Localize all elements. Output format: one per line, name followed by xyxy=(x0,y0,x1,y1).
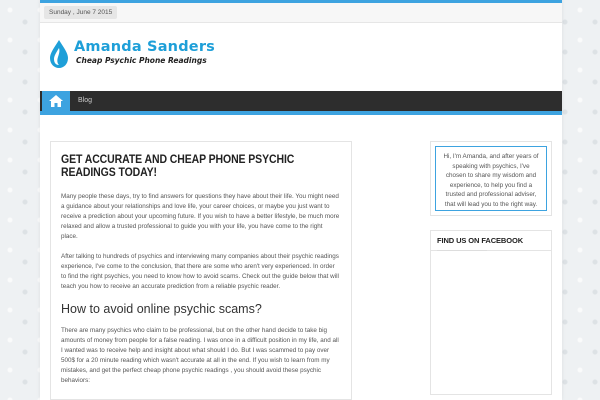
facebook-widget-title: FIND US ON FACEBOOK xyxy=(431,231,551,251)
post-title: GET ACCURATE AND CHEAP PHONE PSYCHIC READINGS TODAY! xyxy=(61,153,295,180)
main-post xyxy=(50,141,352,400)
nav-home-button[interactable] xyxy=(42,91,70,111)
site-header xyxy=(40,23,562,91)
facebook-widget xyxy=(430,230,552,395)
site-title: Amanda Sanders xyxy=(74,39,215,55)
home-icon xyxy=(49,95,63,107)
page-wrapper xyxy=(40,0,562,400)
post-paragraph: There are many psychics who claim to be professional, but on the other hand decide to take big amounts of money from people for a false reading. I was once in a difficult position in my life, and all I wanted was to receive help and insight about what should I do. But I was scammed to pay over 500$ for a 20 minute reading which wasn't accurate at all in the end. If you wish to learn from my mistakes, and get the perfect cheap phone psychic readings , you should avoid these psychic behaviors: xyxy=(61,327,339,384)
nav-item-blog[interactable]: Blog xyxy=(78,97,93,104)
post-paragraph: After talking to hundreds of psychics and interviewing many companies about their psychic readings experience, I've come to the conclusion, that there are some who aren't very experienced. In order to find the right psychics, you need to know how to avoid scams. Check out the guide below that will teach you how to receive an accurate prediction from a reliable psychic reader. xyxy=(61,253,339,290)
date-label: Sunday , June 7 2015 xyxy=(44,6,117,19)
post-subheading: How to avoid online psychic scams? xyxy=(61,302,262,316)
site-tagline: Cheap Psychic Phone Readings xyxy=(76,56,207,65)
site-logo[interactable] xyxy=(48,39,215,69)
main-nav xyxy=(40,91,562,115)
about-text: Hi, I'm Amanda, and after years of speaking with psychics, I've chosen to share my wisdom and experience, to help you find a trusted and professional adviser, that will lead you to the right way. xyxy=(435,146,547,211)
top-bar xyxy=(40,0,562,23)
water-drop-icon xyxy=(48,39,70,69)
post-paragraph: Many people these days, try to find answers for questions they have about their life. You might need a guidance about your relationships and love life, your career choices, or maybe you just want to receive a prediction about your upcoming future. If you wish to have a better lifestyle, be much more relaxed and allow a trusted professional to guide you with your life, you have come to the right place. xyxy=(61,193,340,240)
sidebar xyxy=(430,141,552,395)
about-widget xyxy=(430,141,552,216)
